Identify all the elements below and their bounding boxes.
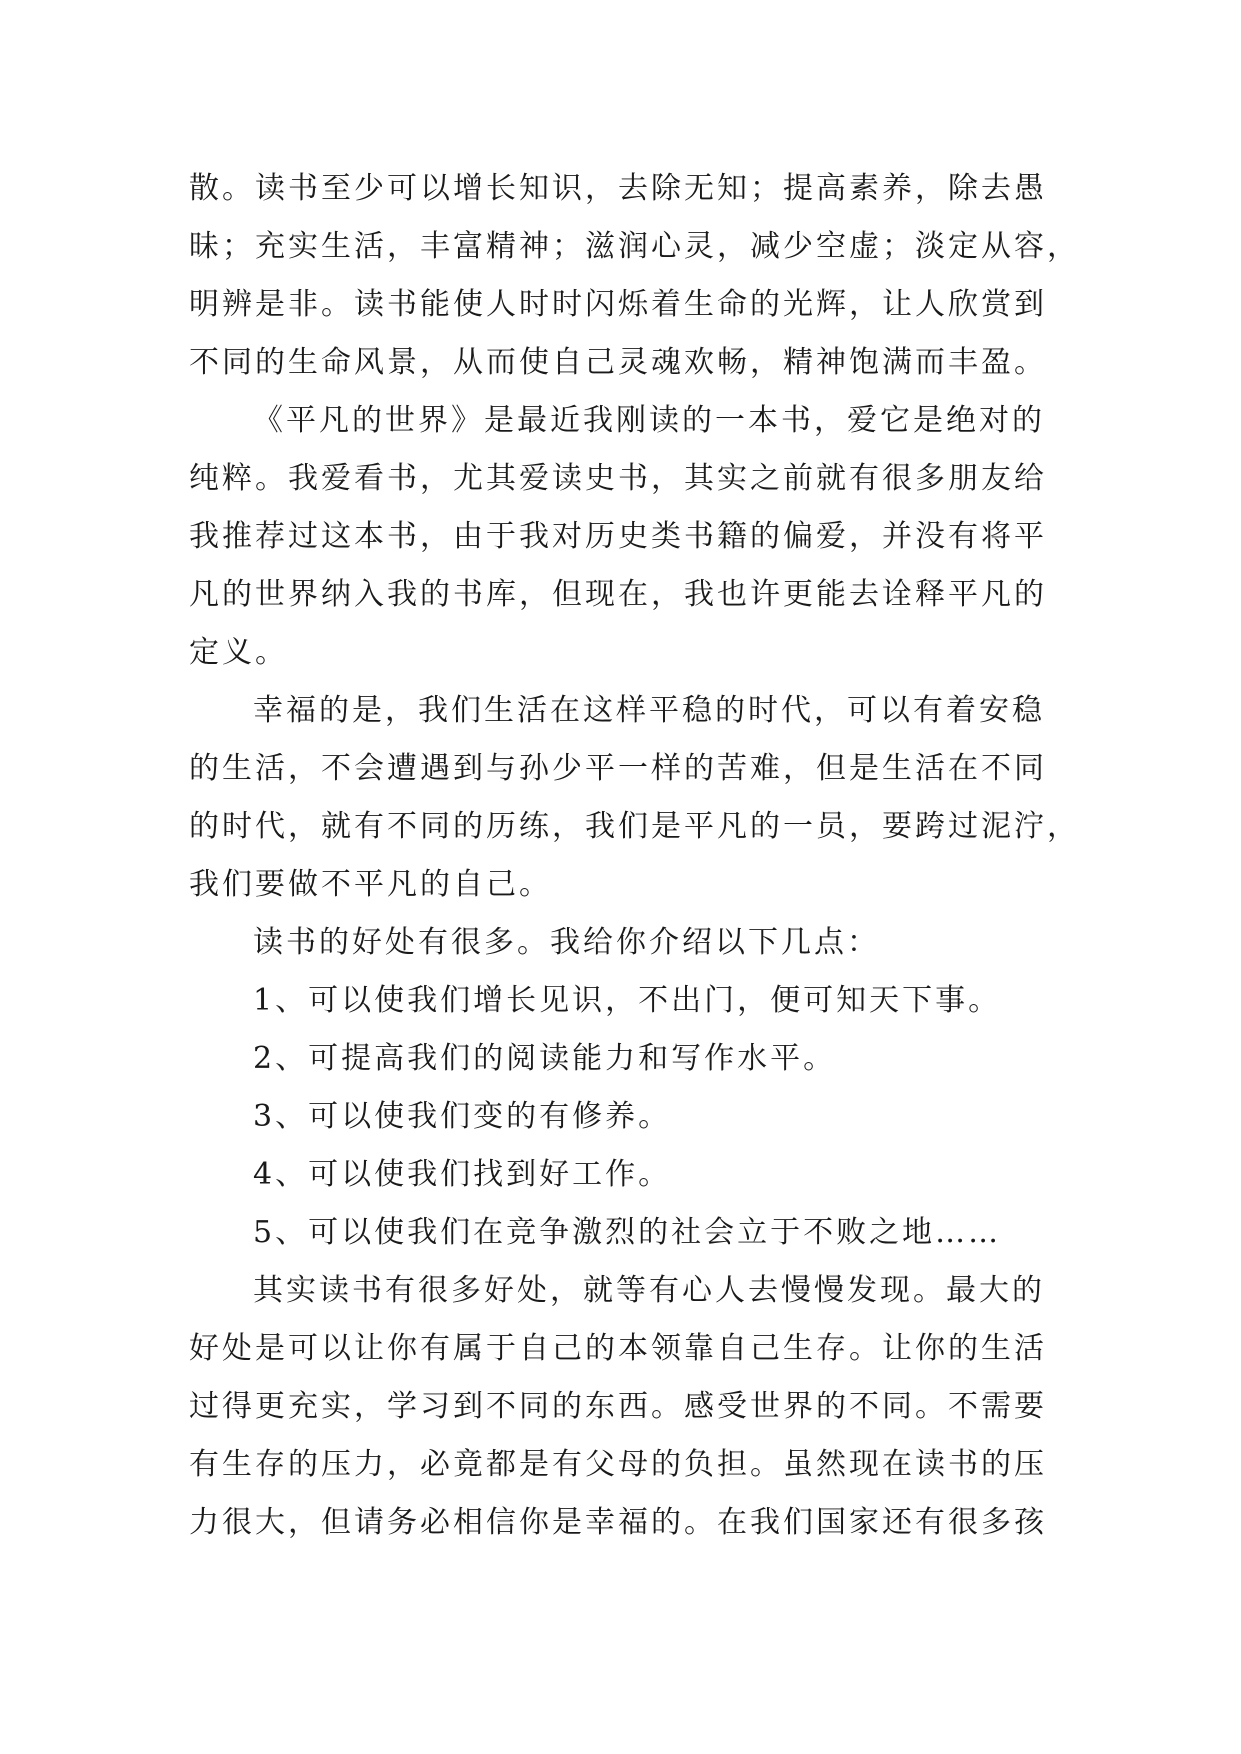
list-item: 1、可以使我们增长见识，不出门，便可知天下事。 [253, 983, 1002, 1018]
text-line: 的时代，就有不同的历练，我们是平凡的一员，要跨过泥泞， [189, 809, 1080, 844]
text-line: 的生活，不会遭遇到与孙少平一样的苦难，但是生活在不同 [189, 751, 1047, 786]
list-item: 5、可以使我们在竞争激烈的社会立于不败之地…… [253, 1215, 1002, 1250]
text-line: 过得更充实，学习到不同的东西。感受世界的不同。不需要 [189, 1389, 1047, 1424]
text-line: 不同的生命风景，从而使自己灵魂欢畅，精神饱满而丰盈。 [189, 345, 1047, 380]
paragraph-first-line: 读书的好处有很多。我给你介绍以下几点： [253, 925, 880, 960]
text-line: 有生存的压力，必竟都是有父母的负担。虽然现在读书的压 [189, 1447, 1047, 1482]
text-line: 昧；充实生活，丰富精神；滋润心灵，减少空虚；淡定从容， [189, 229, 1080, 264]
text-line: 纯粹。我爱看书，尤其爱读史书，其实之前就有很多朋友给 [189, 461, 1047, 496]
text-line: 我们要做不平凡的自己。 [189, 867, 552, 902]
paragraph-first-line: 《平凡的世界》是最近我刚读的一本书，爱它是绝对的 [253, 403, 1045, 438]
list-item: 3、可以使我们变的有修养。 [253, 1099, 672, 1134]
text-line: 我推荐过这本书，由于我对历史类书籍的偏爱，并没有将平 [189, 519, 1047, 554]
text-line: 凡的世界纳入我的书库，但现在，我也许更能去诠释平凡的 [189, 577, 1047, 612]
list-item: 4、可以使我们找到好工作。 [253, 1157, 672, 1192]
paragraph-first-line: 其实读书有很多好处，就等有心人去慢慢发现。最大的 [253, 1273, 1045, 1308]
text-line: 明辨是非。读书能使人时时闪烁着生命的光辉，让人欣赏到 [189, 287, 1047, 322]
paragraph-first-line: 幸福的是，我们生活在这样平稳的时代，可以有着安稳 [253, 693, 1045, 728]
body-text [189, 160, 1080, 1552]
text-line: 好处是可以让你有属于自己的本领靠自己生存。让你的生活 [189, 1331, 1047, 1366]
list-item: 2、可提高我们的阅读能力和写作水平。 [253, 1041, 837, 1076]
text-line: 力很大，但请务必相信你是幸福的。在我们国家还有很多孩 [189, 1505, 1047, 1540]
text-line: 定义。 [189, 635, 288, 670]
text-line: 散。读书至少可以增长知识，去除无知；提高素养，除去愚 [189, 171, 1047, 206]
